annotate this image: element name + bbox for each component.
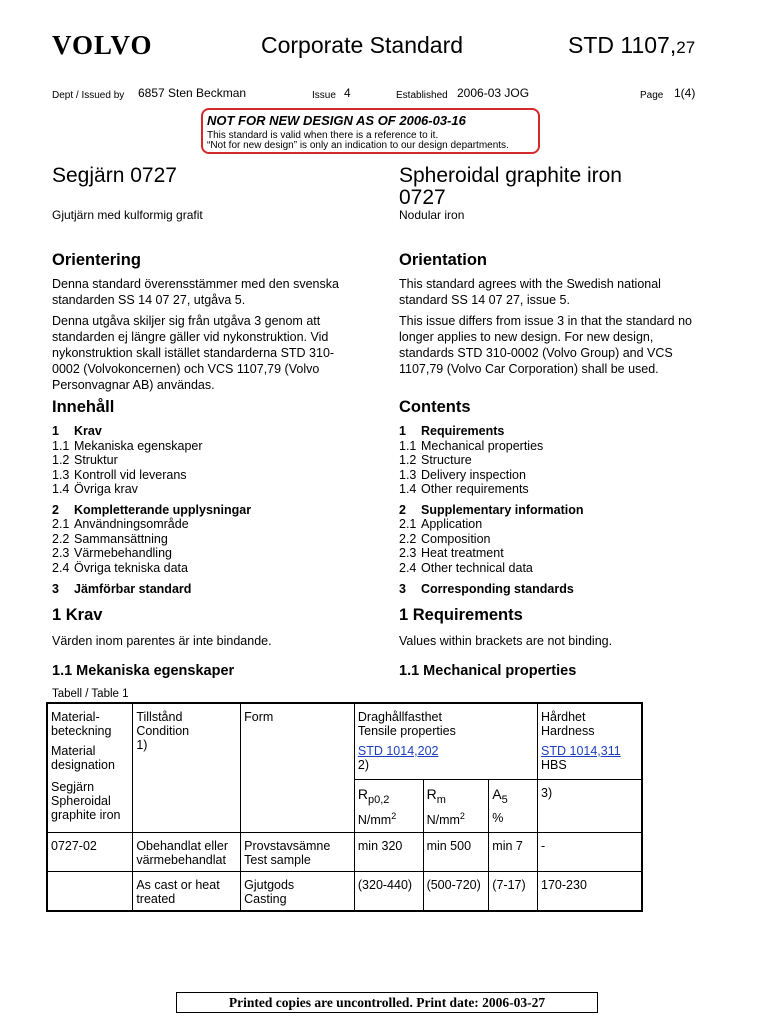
heading-innehall: Innehåll: [52, 398, 115, 416]
issue-value: 4: [344, 86, 351, 100]
toc-item: 2.4 Other technical data: [399, 560, 533, 575]
toc-item: 1.4 Övriga krav: [52, 482, 138, 496]
subtitle-swedish: Gjutjärn med kulformig grafit: [52, 208, 203, 222]
document-type-title: Corporate Standard: [261, 32, 464, 58]
orientering-paragraph-1: Denna standard överensstämmer med den svenska standarden SS 14 07 27, utgåva 5.: [52, 277, 339, 307]
toc-item: 2.3 Värmebehandling: [52, 546, 172, 560]
title-english-line-2: 0727: [399, 186, 446, 209]
rp02-header: $R_{p0,2}$ $N/mm^2$: [354, 779, 423, 832]
toc-item: 1.1 Mekaniska egenskaper: [52, 438, 203, 453]
issue-label: Issue: [312, 90, 336, 101]
hardness-unit: HBS: [541, 758, 567, 772]
toc-item: 2.2 Sammansättning: [52, 531, 168, 546]
rm-cell: (500-720): [423, 871, 489, 911]
established-label: Established: [396, 90, 448, 101]
grade-cell: 0727-02: [47, 832, 133, 871]
standard-number-main: STD 1107,: [568, 32, 677, 58]
toc-item: 2.1 Application: [399, 517, 483, 531]
form-cell: Provstavsämne Test sample: [241, 832, 355, 871]
standard-number-suffix: 27: [676, 38, 696, 57]
subtitle-english: Nodular iron: [399, 208, 465, 222]
rm-cell: min 500: [423, 832, 489, 871]
table-header-row: [47, 703, 642, 779]
notice-title: NOT FOR NEW DESIGN AS OF 2006-03-16: [207, 113, 466, 128]
heading-orientering: Orientering: [52, 251, 141, 269]
hardness-label: Hårdhet Hardness: [541, 710, 595, 738]
hardness-note: 3): [538, 779, 642, 832]
form-header: Form: [241, 703, 355, 832]
tensile-header: [354, 703, 537, 779]
material-name: Segjärn Spheroidal graphite iron: [51, 780, 121, 822]
table-row: [47, 832, 642, 871]
heading-requirements: 1 Requirements: [399, 606, 523, 624]
toc-item: 1.1 Mechanical properties: [399, 438, 544, 453]
established-value: 2006-03 JOG: [457, 86, 530, 100]
form-cell: Gjutgods Casting: [241, 871, 355, 911]
condition-cell: As cast or heat treated: [133, 871, 241, 911]
hardness-standard-link[interactable]: STD 1014,311: [541, 744, 621, 758]
toc-item: 1 Krav: [52, 424, 102, 438]
title-english-line-1: Spheroidal graphite iron: [399, 164, 622, 187]
hardness-header: [538, 703, 642, 779]
hardness-cell: -: [538, 832, 642, 871]
rp02-cell: (320-440): [354, 871, 423, 911]
toc-item: 2 Supplementary information: [399, 502, 584, 517]
page-value: 1(4): [674, 86, 696, 100]
heading-orientation: Orientation: [399, 251, 488, 269]
rp02-cell: min 320: [354, 832, 423, 871]
hardness-cell: 170-230: [538, 871, 642, 911]
tensile-label: Draghållfasthet Tensile properties: [357, 710, 456, 738]
toc-item: 1.4 Other requirements: [399, 482, 529, 496]
notice-line-2: “Not for new design” is only an indication to our design departments.: [207, 140, 509, 151]
toc-item: 2.3 Heat treatment: [399, 546, 504, 560]
heading-mekaniska-egenskaper: 1.1 Mekaniska egenskaper: [52, 663, 235, 679]
orientation-paragraph-2: This issue differs from issue 3 in that the standard no longer applies to new design. For new design, standards STD 310-0002 (Volvo Group) and VCS 1107,79 (Volvo Car Corporation) shall be used.: [399, 314, 692, 376]
toc-item: 1 Requirements: [399, 424, 505, 438]
print-footer: Printed copies are uncontrolled. Print date: 2006-03-27: [176, 992, 598, 1013]
grade-cell: [47, 871, 133, 911]
toc-item: 2.2 Composition: [399, 531, 491, 546]
toc-item: 3 Jämförbar standard: [52, 582, 192, 596]
page-label: Page: [640, 90, 664, 101]
toc-item: 1.2 Structure: [399, 453, 472, 467]
toc-item: 1.3 Kontroll vid leverans: [52, 467, 187, 482]
condition-header: Tillstånd Condition 1): [133, 703, 241, 832]
toc-item: 2.4 Övriga tekniska data: [52, 560, 188, 575]
standard-number: [568, 32, 695, 59]
heading-mechanical-properties: 1.1 Mechanical properties: [399, 663, 577, 679]
heading-krav: 1 Krav: [52, 606, 103, 624]
material-header-cell: [47, 703, 133, 832]
tensile-standard-link[interactable]: STD 1014,202: [357, 744, 439, 758]
table-caption: Tabell / Table 1: [52, 688, 129, 700]
volvo-logo: VOLVO: [52, 30, 153, 60]
mechanical-properties-table: [46, 702, 643, 912]
title-swedish: Segjärn 0727: [52, 164, 177, 187]
toc-item: 3 Corresponding standards: [399, 582, 574, 596]
a5-cell: (7-17): [489, 871, 538, 911]
requirements-text: Values within brackets are not binding.: [399, 634, 613, 648]
orientation-paragraph-1: This standard agrees with the Swedish national standard SS 14 07 27, issue 5.: [399, 277, 661, 307]
toc-item: 1.2 Struktur: [52, 453, 118, 467]
toc-english: [399, 424, 719, 597]
dept-label: Dept / Issued by: [52, 90, 125, 101]
toc-swedish: [52, 424, 352, 597]
a5-header: $A_5$ %: [489, 779, 538, 832]
rm-header: $R_m$ $N/mm^2$: [423, 779, 489, 832]
not-for-new-design-notice: [201, 108, 540, 154]
table-row: [47, 871, 642, 911]
notice-line-1: This standard is valid when there is a reference to it.: [207, 130, 439, 141]
material-label-swedish: Material- beteckning: [51, 710, 112, 738]
heading-contents: Contents: [399, 398, 471, 416]
dept-value: 6857 Sten Beckman: [138, 86, 247, 100]
condition-cell: Obehandlat eller värmebehandlat: [133, 832, 241, 871]
krav-text: Värden inom parentes är inte bindande.: [52, 634, 272, 648]
toc-item: 2.1 Användningsområde: [52, 517, 189, 531]
toc-item: 2 Kompletterande upplysningar: [52, 502, 252, 517]
toc-item: 1.3 Delivery inspection: [399, 467, 526, 482]
material-label-english: Material designation: [51, 744, 115, 772]
a5-cell: min 7: [489, 832, 538, 871]
orientering-paragraph-2: Denna utgåva skiljer sig från utgåva 3 genom att standarden ej längre gäller vid nykonstruktion. Vid nykonstruktion skall istället standarderna STD 310-0002 (Volvokoncernen) och VCS 1107,79 (Volvo Personvagnar AB) användas.: [52, 314, 335, 392]
tensile-note: 2): [357, 758, 369, 772]
